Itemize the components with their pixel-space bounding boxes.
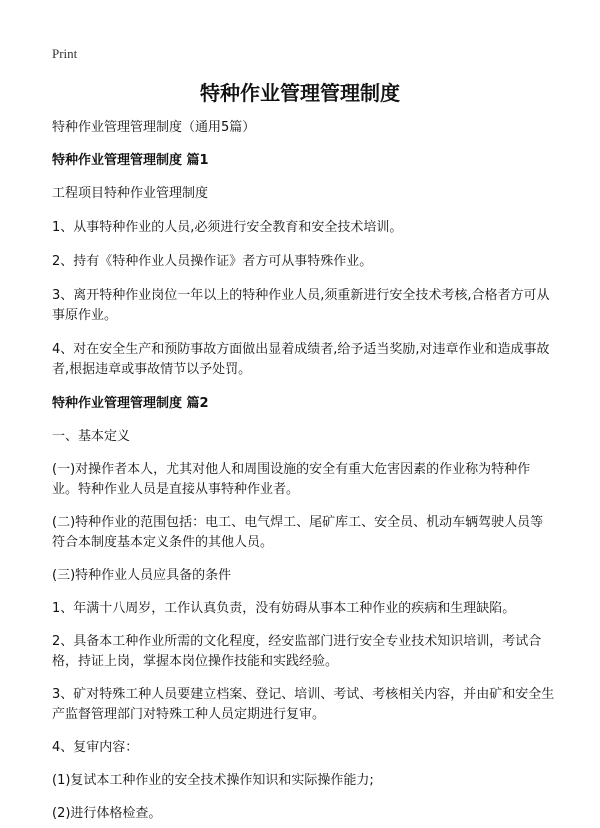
paragraph: (一)对操作者本人，尤其对他人和周围设施的安全有重大危害因素的作业称为特种作业。特种作业人员是直接从事特种作业者。: [52, 462, 531, 497]
paragraph: 2、持有《特种作业人员操作证》者方可从事特殊作业。: [52, 254, 373, 269]
paragraph: 3、矿对特殊工种人员要建立档案、登记、培训、考试、考核相关内容，并由矿和安全生产监督管理部门对特殊工种人员定期进行复审。: [52, 687, 555, 722]
paragraph: 4、复审内容：: [52, 740, 139, 755]
paragraph: 4、对在安全生产和预防事故方面做出显着成绩者,给予适当奖励,对违章作业和造成事故者,根据违章或事故情节以予处罚。: [52, 342, 550, 377]
paragraph: (1)复试本工种作业的安全技术操作知识和实际操作能力;: [52, 773, 374, 788]
paragraph: (三)特种作业人员应具备的条件: [52, 568, 232, 583]
document-body: [52, 118, 556, 824]
print-link[interactable]: Print: [52, 46, 78, 61]
document-title: 特种作业管理管理制度: [200, 81, 400, 105]
paragraph: (二)特种作业的范围包括：电工、电气焊工、尾矿库工、安全员、机动车辆驾驶人员等符合本制度基本定义条件的其他人员。: [52, 515, 544, 550]
paragraph: 工程项目特种作业管理制度: [52, 186, 209, 201]
paragraph: 1、从事特种作业的人员,必须进行安全教育和安全技术培训。: [52, 220, 403, 235]
section-heading-1: 特种作业管理管理制度 篇1: [52, 153, 209, 168]
section-heading-2: 特种作业管理管理制度 篇2: [52, 396, 209, 411]
paragraph: 1、年满十八周岁，工作认真负责，没有妨碍从事本工种作业的疾病和生理缺陷。: [52, 601, 516, 616]
paragraph: 2、具备本工种作业所需的文化程度，经安监部门进行安全专业技术知识培训，考试合格，持证上岗，掌握本岗位操作技能和实践经验。: [52, 634, 542, 669]
paragraph: 3、离开特种作业岗位一年以上的特种作业人员,须重新进行安全技术考核,合格者方可从事原作业。: [52, 288, 550, 323]
paragraph: (2)进行体格检查。: [52, 806, 162, 821]
paragraph: 一、基本定义: [52, 429, 131, 444]
document-subtitle: 特种作业管理管理制度（通用5篇）: [52, 120, 256, 135]
